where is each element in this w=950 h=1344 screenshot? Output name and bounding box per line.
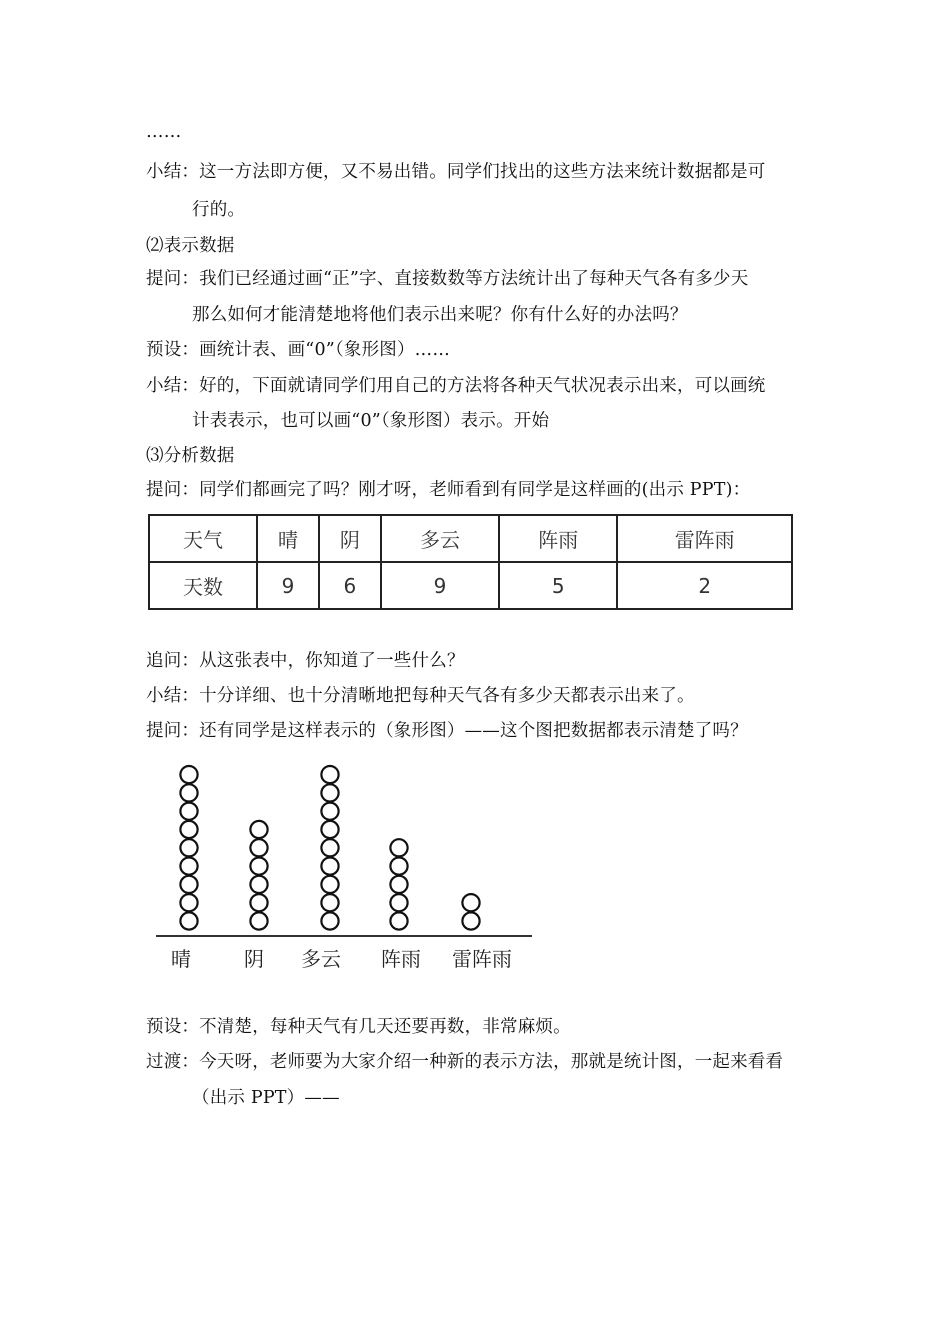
pictograph-circle-阵雨 — [390, 912, 407, 929]
pictograph-circle-晴 — [180, 784, 197, 801]
pictograph-circle-多云 — [321, 912, 338, 929]
pictograph-circle-晴 — [180, 839, 197, 856]
pictograph-circle-阵雨 — [390, 858, 407, 875]
pictograph-circle-晴 — [180, 803, 197, 820]
table-cell: 阵雨 — [499, 515, 617, 562]
summary-1-line-2: 行的。 — [192, 200, 246, 220]
pictograph-circle-阵雨 — [390, 839, 407, 856]
pictograph-circle-晴 — [180, 858, 197, 875]
pictograph-circle-多云 — [321, 894, 338, 911]
chart-category-label: 阵雨 — [381, 947, 421, 971]
question-1-line-2: 那么如何才能清楚地将他们表示出来呢？你有什么好的办法吗？ — [192, 305, 688, 325]
table-cell: 9 — [381, 562, 499, 609]
pictograph-circle-阴 — [250, 821, 267, 838]
summary-2-line-1: 小结：好的，下面就请同学们用自己的方法将各种天气状况表示出来，可以画统 — [146, 376, 766, 396]
chart-category-label: 多云 — [301, 947, 341, 971]
weather-table — [148, 514, 793, 610]
pictograph-circle-多云 — [321, 784, 338, 801]
pictograph-circle-多云 — [321, 803, 338, 820]
pictograph-circle-多云 — [321, 858, 338, 875]
pictograph-circle-晴 — [180, 894, 197, 911]
chart-category-label: 阴 — [244, 947, 264, 971]
table-cell: 9 — [257, 562, 319, 609]
table-cell: 晴 — [257, 515, 319, 562]
pictograph-circle-阴 — [250, 858, 267, 875]
transition-line-2: （出示 PPT）—— — [192, 1088, 340, 1108]
pictograph-circle-雷阵雨 — [462, 894, 479, 911]
summary-3-line: 小结：十分详细、也十分清晰地把每种天气各有多少天都表示出来了。 — [146, 686, 695, 706]
pictograph-circle-阴 — [250, 894, 267, 911]
chart-category-label: 雷阵雨 — [452, 947, 512, 971]
table-cell: 5 — [499, 562, 617, 609]
pictograph-circle-晴 — [180, 821, 197, 838]
question-3-line: 提问：还有同学是这样表示的（象形图）——这个图把数据都表示清楚了吗？ — [146, 721, 748, 741]
pictograph-circle-晴 — [180, 912, 197, 929]
pictograph-circle-阵雨 — [390, 894, 407, 911]
table-row — [149, 562, 792, 609]
table-cell: 2 — [617, 562, 792, 609]
chart-category-label: 晴 — [171, 947, 191, 971]
table-header-cell: 天数 — [149, 562, 257, 609]
question-1-line-1: 提问：我们已经通过画“正”字、直接数数等方法统计出了每种天气各有多少天 — [146, 269, 749, 289]
section-2-heading: ⑵表示数据 — [146, 236, 235, 256]
summary-2-line-2: 计表表示，也可以画“0”（象形图）表示。开始 — [192, 411, 550, 431]
pictograph-circle-多云 — [321, 839, 338, 856]
pictograph-circle-雷阵雨 — [462, 912, 479, 929]
pictograph-circle-阵雨 — [390, 876, 407, 893]
pictograph-circle-多云 — [321, 821, 338, 838]
preset-2-line: 预设：不清楚，每种天气有几天还要再数，非常麻烦。 — [146, 1017, 571, 1037]
table-cell: 6 — [319, 562, 381, 609]
pictograph-circle-阴 — [250, 876, 267, 893]
summary-1-line-1: 小结：这一方法即方便，又不易出错。同学们找出的这些方法来统计数据都是可 — [146, 162, 766, 182]
question-2-line: 提问：同学们都画完了吗？刚才呀，老师看到有同学是这样画的(出示 PPT)： — [146, 480, 751, 500]
pictograph-circle-多云 — [321, 766, 338, 783]
pictograph-circles — [180, 766, 479, 930]
table-cell: 阴 — [319, 515, 381, 562]
pictograph-circle-阴 — [250, 912, 267, 929]
section-3-heading: ⑶分析数据 — [146, 446, 235, 466]
table-cell: 雷阵雨 — [617, 515, 792, 562]
preset-1-line: 预设：画统计表、画“0”（象形图）…… — [146, 340, 451, 360]
pictograph-circle-多云 — [321, 876, 338, 893]
pictograph-circle-晴 — [180, 876, 197, 893]
ellipsis-line: …… — [146, 122, 182, 142]
table-cell: 多云 — [381, 515, 499, 562]
pictograph-chart — [150, 760, 550, 945]
pictograph-circle-晴 — [180, 766, 197, 783]
followup-line: 追问：从这张表中，你知道了一些什么？ — [146, 651, 465, 671]
pictograph-circle-阴 — [250, 839, 267, 856]
table-header-cell: 天气 — [149, 515, 257, 562]
table-row — [149, 515, 792, 562]
transition-line-1: 过渡：今天呀，老师要为大家介绍一种新的表示方法，那就是统计图，一起来看看 — [146, 1052, 784, 1072]
